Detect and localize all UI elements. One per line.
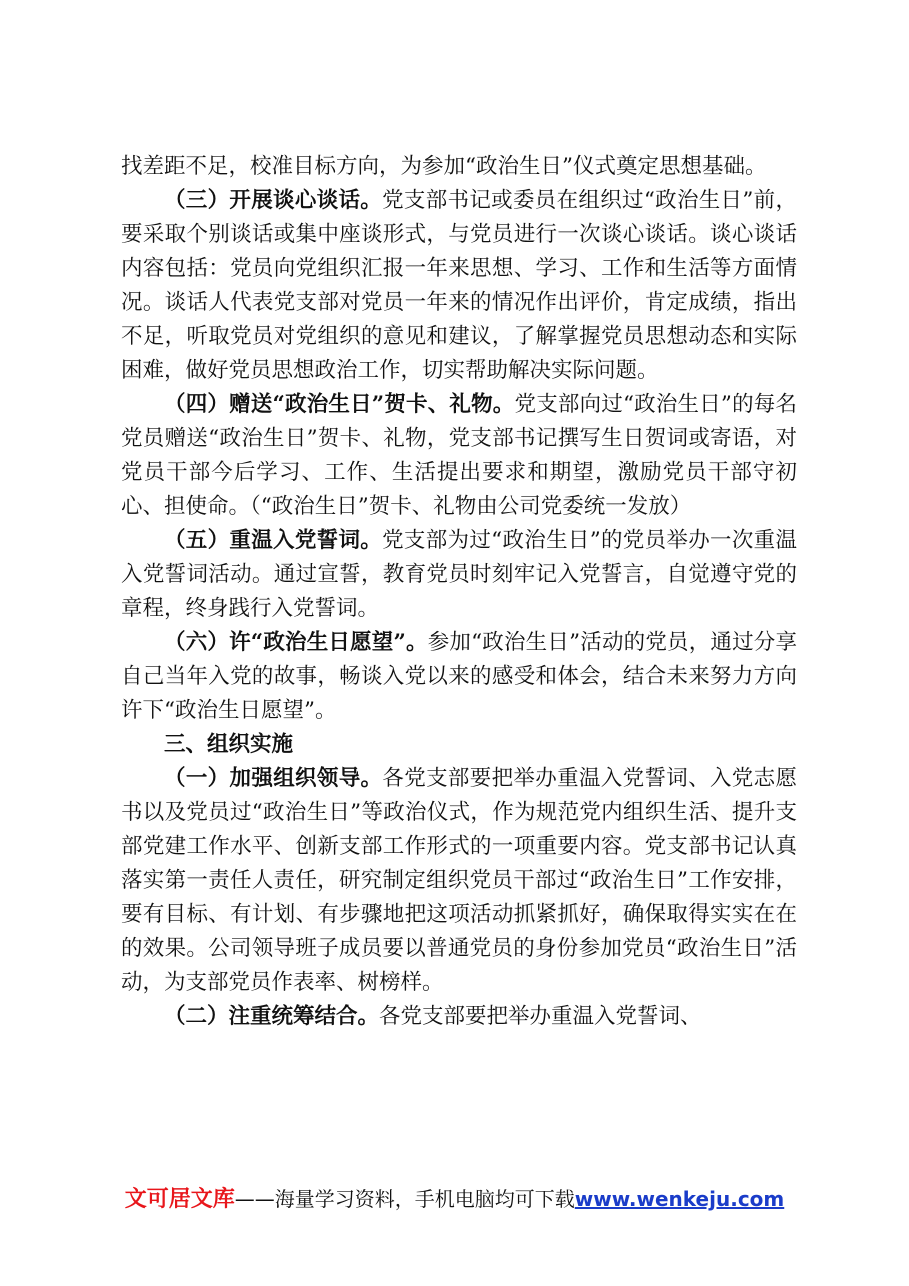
paragraph-lead: （六）许“政治生日愿望”。 xyxy=(164,630,428,655)
footer-slogan: ——海量学习资料，手机电脑均可下载 xyxy=(234,1187,575,1211)
paragraph-body: 党支部书记或委员在组织过“政治生日”前，要采取个别谈话或集中座谈形式，与党员进行一次谈心谈话。谈心谈话内容包括：党员向党组织汇报一年来思想、学习、工作和生活等方面情况。谈话人代表党支部对党员一年来的情况作出评价，肯定成绩，指出不足，听取党员对党组织的意见和建议，了解掌握党员思想动态和实际困难，做好党员思想政治工作，切实帮助解决实际问题。 xyxy=(121,188,797,383)
footer-banner xyxy=(0,1186,909,1213)
paragraph-body: 党支部向过“政治生日”的每名党员赠送“政治生日”贺卡、礼物，党支部书记撰写生日贺词或寄语，对党员干部今后学习、工作、生活提出要求和期望，激励党员干部守初心、担使命。（“政治生日”贺卡、礼物由公司党委统一发放） xyxy=(121,392,797,519)
section-heading: 三、组织实施 xyxy=(164,732,294,757)
paragraph-coordination xyxy=(121,1000,797,1034)
paragraph-body: 各党支部要把举办重温入党誓词、 xyxy=(379,1004,702,1029)
paragraph-body: 参加“政治生日”活动的党员，通过分享自己当年入党的故事，畅谈入党以来的感受和体会，结合未来努力方向许下“政治生日愿望”。 xyxy=(121,630,797,723)
paragraph-lead: （四）赠送“政治生日”贺卡、礼物。 xyxy=(164,392,515,417)
paragraph-lead: （三）开展谈心谈话。 xyxy=(164,188,383,213)
paragraph-lead: （五）重温入党誓词。 xyxy=(164,528,383,553)
paragraph-wish xyxy=(121,626,797,728)
brand-name: 文可居文库 xyxy=(124,1187,235,1212)
continuation-paragraph: 找差距不足，校准目标方向，为参加“政治生日”仪式奠定思想基础。 xyxy=(121,154,767,179)
paragraph-lead: （二）注重统筹结合。 xyxy=(164,1004,380,1029)
paragraph-lead: （一）加强组织领导。 xyxy=(164,766,383,791)
paragraph-talk xyxy=(121,184,797,388)
paragraph-body: 各党支部要把举办重温入党誓词、入党志愿书以及党员过“政治生日”等政治仪式，作为规范党内组织生活、提升支部党建工作水平、创新支部工作形式的一项重要内容。党支部书记认真落实第一责任人责任，研究制定组织党员干部过“政治生日”工作安排，要有目标、有计划、有步骤地把这项活动抓紧抓好，确保取得实实在在的效果。公司领导班子成员要以普通党员的身份参加党员“政治生日”活动，为支部党员作表率、树榜样。 xyxy=(121,766,797,995)
paragraph-gift xyxy=(121,388,797,524)
paragraph-body: 党支部为过“政治生日”的党员举办一次重温入党誓词活动。通过宣誓，教育党员时刻牢记入党誓言，自觉遵守党的章程，终身践行入党誓词。 xyxy=(121,528,797,621)
paragraph-leadership xyxy=(121,762,797,1000)
paragraph-oath xyxy=(121,524,797,626)
website-link[interactable]: www.wenkeju.com xyxy=(574,1187,785,1211)
document-body xyxy=(121,150,797,1034)
